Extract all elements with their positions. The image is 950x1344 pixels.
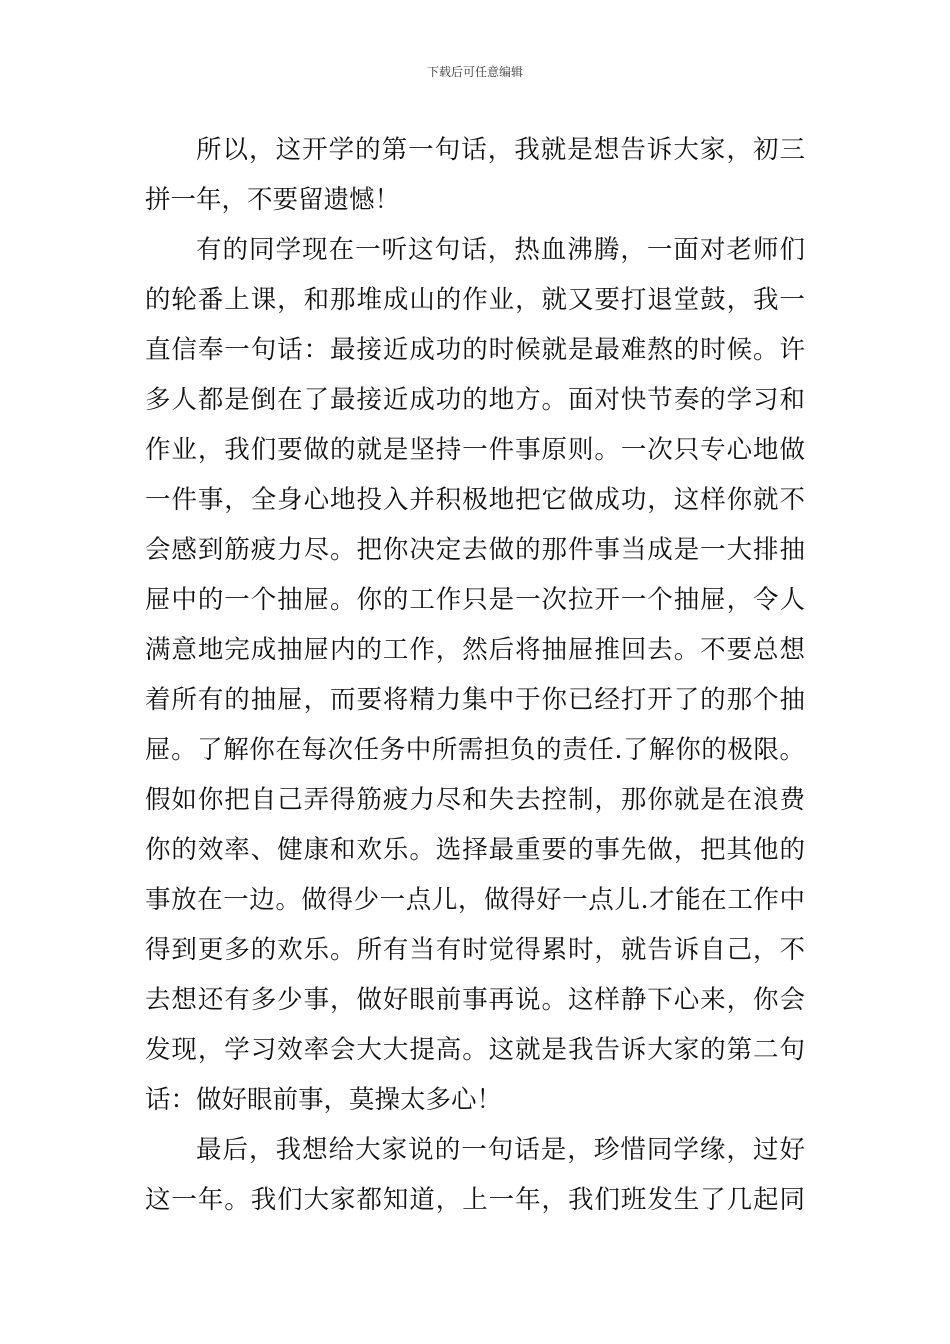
paragraph bbox=[145, 125, 805, 225]
text-line: 会感到筋疲力尽。把你决定去做的那件事当成是一大排抽 bbox=[145, 535, 805, 565]
text-line: 的轮番上课，和那堆成山的作业，就又要打退堂鼓，我一 bbox=[145, 285, 805, 315]
paragraph bbox=[145, 1125, 805, 1225]
text-line: 着所有的抽屉，而要将精力集中于你已经打开了的那个抽 bbox=[145, 685, 805, 715]
text-line: 你的效率、健康和欢乐。选择最重要的事先做，把其他的 bbox=[145, 835, 805, 865]
text-line: 得到更多的欢乐。所有当有时觉得累时，就告诉自己，不 bbox=[145, 935, 805, 965]
text-line: 屉中的一个抽屉。你的工作只是一次拉开一个抽屉，令人 bbox=[145, 585, 805, 615]
text-line: 满意地完成抽屉内的工作，然后将抽屉推回去。不要总想 bbox=[145, 635, 805, 665]
text-line: 作业，我们要做的就是坚持一件事原则。一次只专心地做 bbox=[145, 435, 805, 465]
text-line: 一件事，全身心地投入并积极地把它做成功，这样你就不 bbox=[145, 485, 805, 515]
text-line: 假如你把自己弄得筋疲力尽和失去控制，那你就是在浪费 bbox=[145, 785, 805, 815]
text-line: 事放在一边。做得少一点儿，做得好一点儿.才能在工作中 bbox=[145, 885, 805, 915]
text-line: 去想还有多少事，做好眼前事再说。这样静下心来，你会 bbox=[145, 985, 805, 1015]
text-line: 有的同学现在一听这句话，热血沸腾，一面对老师们 bbox=[196, 235, 805, 265]
text-line: 话：做好眼前事，莫操太多心！ bbox=[145, 1085, 503, 1115]
text-line: 多人都是倒在了最接近成功的地方。面对快节奏的学习和 bbox=[145, 385, 805, 415]
text-line: 所以，这开学的第一句话，我就是想告诉大家，初三 bbox=[196, 135, 805, 165]
page-header: 下载后可任意编辑 bbox=[426, 65, 523, 79]
text-line: 发现，学习效率会大大提高。这就是我告诉大家的第二句 bbox=[145, 1035, 805, 1065]
paragraph bbox=[145, 225, 805, 1125]
text-line: 屉。了解你在每次任务中所需担负的责任.了解你的极限。 bbox=[145, 735, 805, 765]
text-line: 最后，我想给大家说的一句话是，珍惜同学缘，过好 bbox=[196, 1135, 805, 1165]
text-line: 拼一年，不要留遗憾！ bbox=[145, 185, 401, 215]
text-line: 直信奉一句话：最接近成功的时候就是最难熬的时候。许 bbox=[145, 335, 805, 365]
text-line: 这一年。我们大家都知道，上一年，我们班发生了几起同 bbox=[145, 1185, 805, 1215]
document-body bbox=[145, 125, 805, 1225]
